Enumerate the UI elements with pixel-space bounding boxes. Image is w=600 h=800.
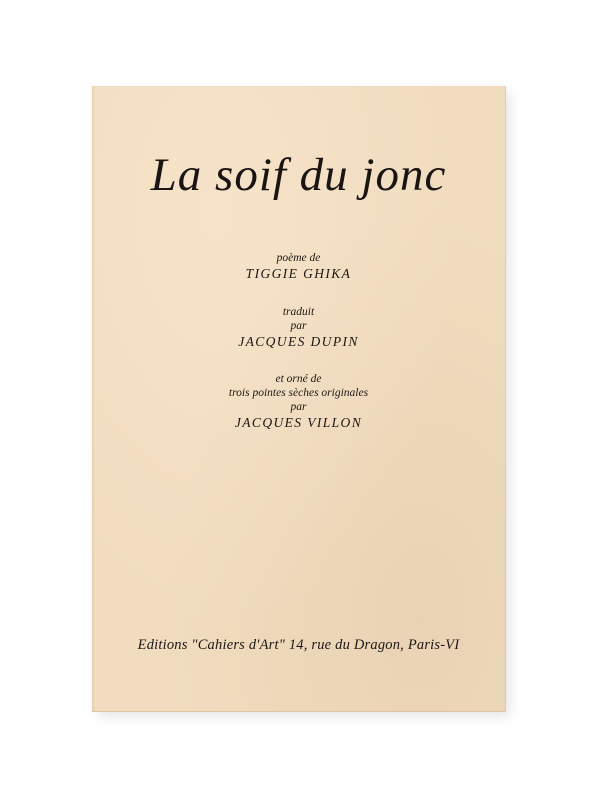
- translator-name: JACQUES DUPIN: [238, 334, 359, 349]
- translated-by-label: par: [290, 320, 307, 332]
- ornament-label-2: trois pointes sèches originales: [228, 387, 369, 399]
- publisher-line: Editions "Cahiers d'Art" 14, rue du Dragon, Paris-VI: [137, 637, 460, 653]
- book-title: La soif du jonc: [150, 149, 447, 201]
- ornament-by-label: par: [290, 401, 307, 413]
- book-cover: [92, 86, 506, 712]
- poem-label: poème de: [276, 252, 321, 264]
- author-block: [92, 251, 505, 283]
- author-name: TIGGIE GHIKA: [245, 266, 352, 281]
- translated-label: traduit: [282, 306, 315, 318]
- illustrator-name: JACQUES VILLON: [234, 415, 363, 430]
- ornament-label-1: et orné de: [275, 373, 322, 385]
- translator-block: [92, 305, 505, 351]
- illustrator-block: [92, 372, 505, 432]
